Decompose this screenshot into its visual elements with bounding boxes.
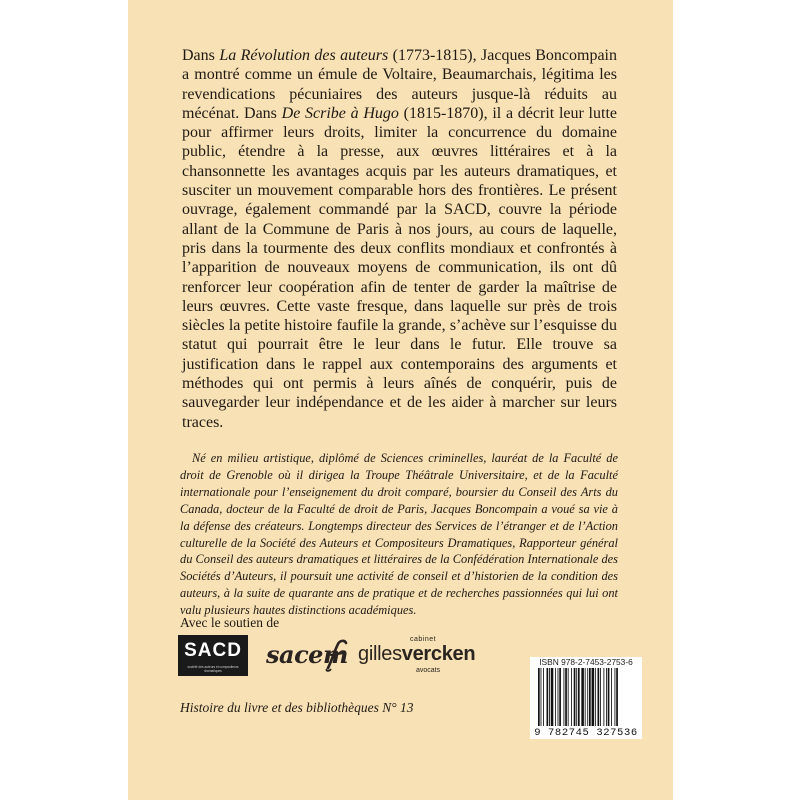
book-title-italic: De Scribe à Hugo [281,104,399,122]
back-cover [128,0,673,800]
barcode-bar [587,668,588,726]
sacem-logo: sacem [266,640,348,669]
barcode-bar [598,668,600,726]
barcode-icon [536,668,636,728]
barcode-bar [565,668,567,726]
gv-name-light: gilles [358,643,402,665]
author-bio: Né en milieu artistique, diplômé de Sciences criminelles, lauréat de la Faculté de droit de Grenoble où il dirigea la Troupe Théâtrale Universitaire, et de la Faculté internationale pour l’enseignement du droit comparé, boursier du Conseil des Arts du Canada, docteur de la Faculté de droit de Paris, Jacques Boncompain a voué sa vie à la défense des créateurs. Longtemps directeur des Services de l’étranger et de l’Action culturelle de la Société des Auteurs et Compositeurs Dramatiques, Rapporteur général du Conseil des auteurs dramatiques et littéraires de la Confédération Internationale des Sociétés d’Auteurs, il poursuit une activité de conseil et d’historien de la condition des auteurs, à la suite de quarante ans de pratique et de recherches passionnées qui lui ont valu plusieurs hautes distinctions académiques. [180,451,618,618]
barcode-bar [551,668,554,726]
sponsor-logos [178,634,478,678]
barcode-bar [543,668,544,726]
barcode-bar [606,668,607,726]
summary-paragraph [182,46,617,432]
isbn-label: ISBN 978-2-7453-2753-6 [539,657,633,667]
book-title-italic: La Révolution des auteurs [219,47,389,64]
barcode-bar [589,668,591,726]
isbn-barcode [530,657,642,739]
sacd-logo-subtitle: société des auteurs et compositeurs dramatiques [187,665,239,673]
barcode-bar [611,668,612,726]
barcode-bar [585,668,586,726]
gv-name-text [358,643,475,666]
sacem-mark-icon [324,638,350,672]
summary-part: Dans [182,47,220,64]
gv-cabinet-text: cabinet [410,636,437,643]
barcode-bar [541,668,542,726]
barcode-bar [592,668,595,726]
barcode-bar [574,668,576,726]
gv-avocats-text: avocats [416,667,441,674]
barcode-bar [578,668,580,726]
barcode-bar [603,668,604,726]
barcode-bar [571,668,572,726]
summary-part: (1815-1870), il a décrit leur lutte pour affirmer leurs droits, limiter la concurrence du domaine public, étendre à la presse, aux œuvres littéraires et à la chansonnette les avantages acquis par les auteurs dramatiques, et susciter un mouvement comparable hors des frontières. Le présent ouvrage, également commandé par la SACD, couvre la période allant de la Commune de Paris à nos jours, au cours de laquelle, pris dans la tourmente des deux conflits mondiaux et confrontés à l’apparition de nouveaux moyens de communication, ils ont dû renforcer leur coopération afin de tenter de garder la maîtrise de leurs œuvres. Cette vaste fresque, dans laquelle sur près de trois siècles la petite histoire faufile la grande, s’achève sur l’esquisse du statut qui pourrait être le leur dans le futur. Elle trouve sa justification dans le rappel aux contemporains des arguments et méthodes qui ont permis à leurs aînés de conquérir, puis de sauvegarder leur indépendance et de les aider à marcher sur leurs traces. [182,104,617,431]
barcode-bar [581,668,584,726]
summary-part: (1773-1815), Jacques Boncompain a montré comme un émule de Voltaire, Beaumarchais, légitima les revendications pécuniaires des auteurs jusque-là réduits au mécénat. Dans [182,47,618,122]
barcode-bar [615,668,616,726]
barcode-digits: 9 782745 327536 [534,727,638,739]
barcode-bar [538,668,540,726]
barcode-bar [549,668,550,726]
sacd-logo [178,635,248,676]
barcode-bar [608,668,610,726]
barcode-bar [559,668,561,726]
barcode-bar [547,668,549,726]
sacd-logo-text: SACD [184,640,242,661]
gv-name-bold: vercken [401,643,476,665]
series-title: Histoire du livre et des bibliothèques N° 13 [180,700,414,715]
barcode-bar [568,668,569,726]
barcode-bar [595,668,596,726]
barcode-bar [558,668,559,726]
support-label: Avec le soutien de [180,615,280,630]
barcode-bar [564,668,565,726]
barcode-bar [576,668,577,726]
barcode-bar [616,668,618,726]
barcode-bar [555,668,556,726]
barcode-bar [600,668,601,726]
